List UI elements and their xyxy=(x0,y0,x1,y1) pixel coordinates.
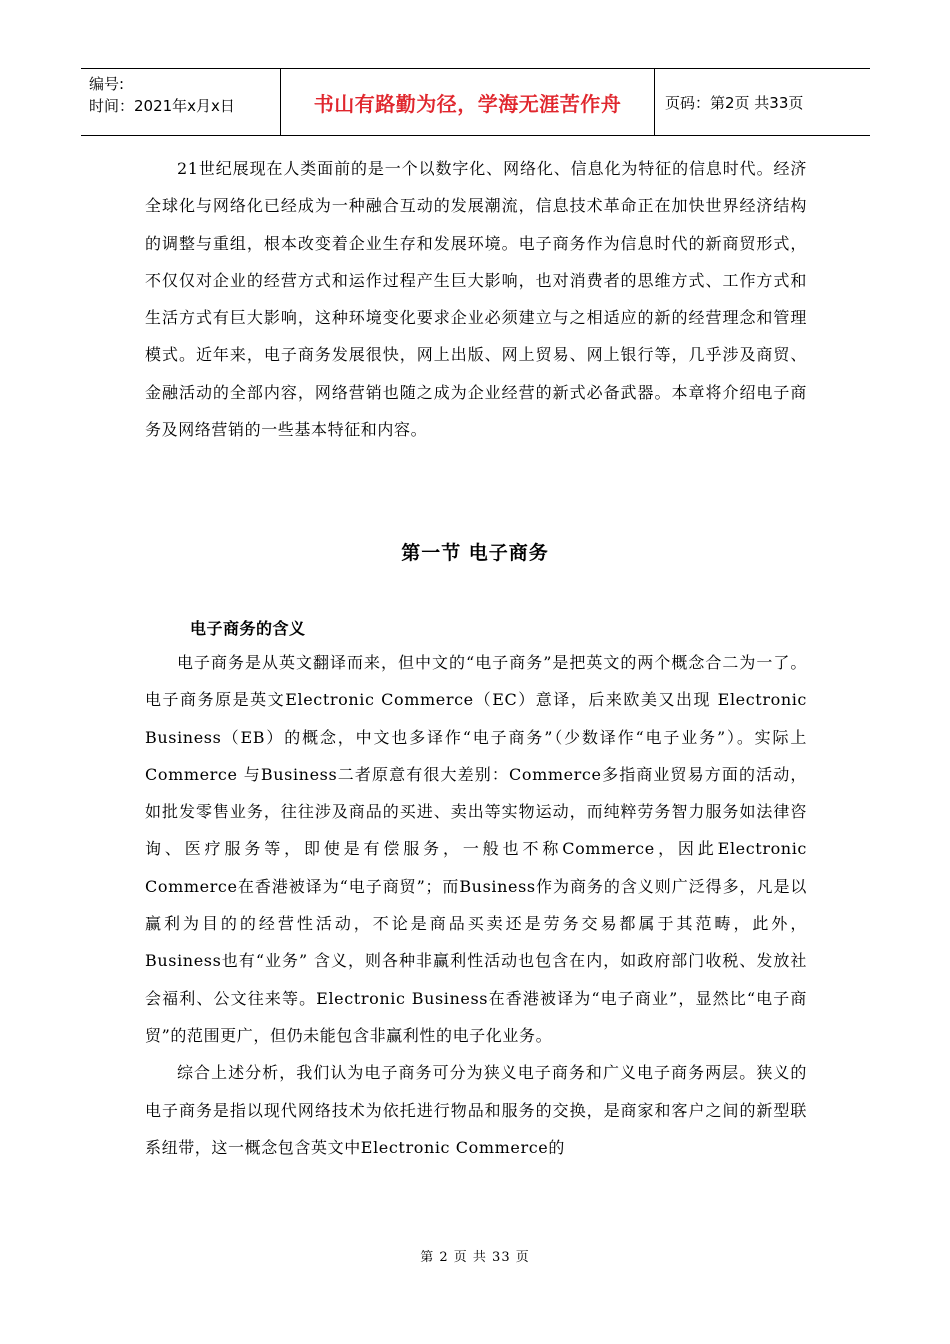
body-paragraph-1: 电子商务是从英文翻译而来，但中文的“电子商务”是把英文的两个概念合二为一了。电子商务原是英文Electronic Commerce（EC）意译，后来欧美又出现 Electronic Business（EB）的概念，中文也多译作“电子商务”（少数译作“电子业务”）。实际上Commerce 与Business二者原意有很大差别：Commerce多指商业贸易方面的活动，如批发零售业务，往往涉及商品的买进、卖出等实物运动，而纯粹劳务智力服务如法律咨询、医疗服务等，即使是有偿服务，一般也不称Commerce，因此Electronic Commerce在香港被译为“电子商贸”；而Business作为商务的含义则广泛得多，凡是以赢利为目的的经营性活动，不论是商品买卖还是劳务交易都属于其范畴，此外， Business也有“业务” 含义，则各种非赢利性活动也包含在内，如政府部门收税、发放社会福利、公文往来等。Electronic Business在香港被译为“电子商业”，显然比“电子商贸”的范围更广，但仍未能包含非赢利性的电子化业务。 xyxy=(145,653,807,1045)
body-paragraph-2: 综合上述分析，我们认为电子商务可分为狭义电子商务和广义电子商务两层。狭义的电子商务是指以现代网络技术为依托进行物品和服务的交换，是商家和客户之间的新型联系纽带，这一概念包含英文中Electronic Commerce的 xyxy=(145,1063,807,1157)
section-body xyxy=(145,644,807,1166)
intro-section xyxy=(145,150,807,448)
header-meta xyxy=(81,69,281,135)
number-label: 编号: xyxy=(89,75,125,93)
page-header xyxy=(81,68,870,136)
intro-paragraph: 21世纪展现在人类面前的是一个以数字化、网络化、信息化为特征的信息时代。经济全球化与网络化已经成为一种融合互动的发展潮流，信息技术革命正在加快世界经济结构的调整与重组，根本改变着企业生存和发展环境。电子商务作为信息时代的新商贸形式，不仅仅对企业的经营方式和运作过程产生巨大影响，也对消费者的思维方式、工作方式和生活方式有巨大影响，这种环境变化要求企业必须建立与之相适应的新的经营理念和管理模式。近年来，电子商务发展很快，网上出版、网上贸易、网上银行等，几乎涉及商贸、金融活动的全部内容，网络营销也随之成为企业经营的新式必备武器。本章将介绍电子商务及网络营销的一些基本特征和内容。 xyxy=(145,159,807,440)
section-subtitle: 电子商务的含义 xyxy=(190,619,306,638)
page-footer: 第 2 页 共 33 页 xyxy=(420,1250,530,1265)
section-title: 第一节 电子商务 xyxy=(401,542,549,564)
time-label: 时间：2021年x月x日 xyxy=(89,97,235,115)
header-page-info: 页码：第2页 共33页 xyxy=(665,93,804,112)
header-motto: 书山有路勤为径，学海无涯苦作舟 xyxy=(281,69,655,135)
